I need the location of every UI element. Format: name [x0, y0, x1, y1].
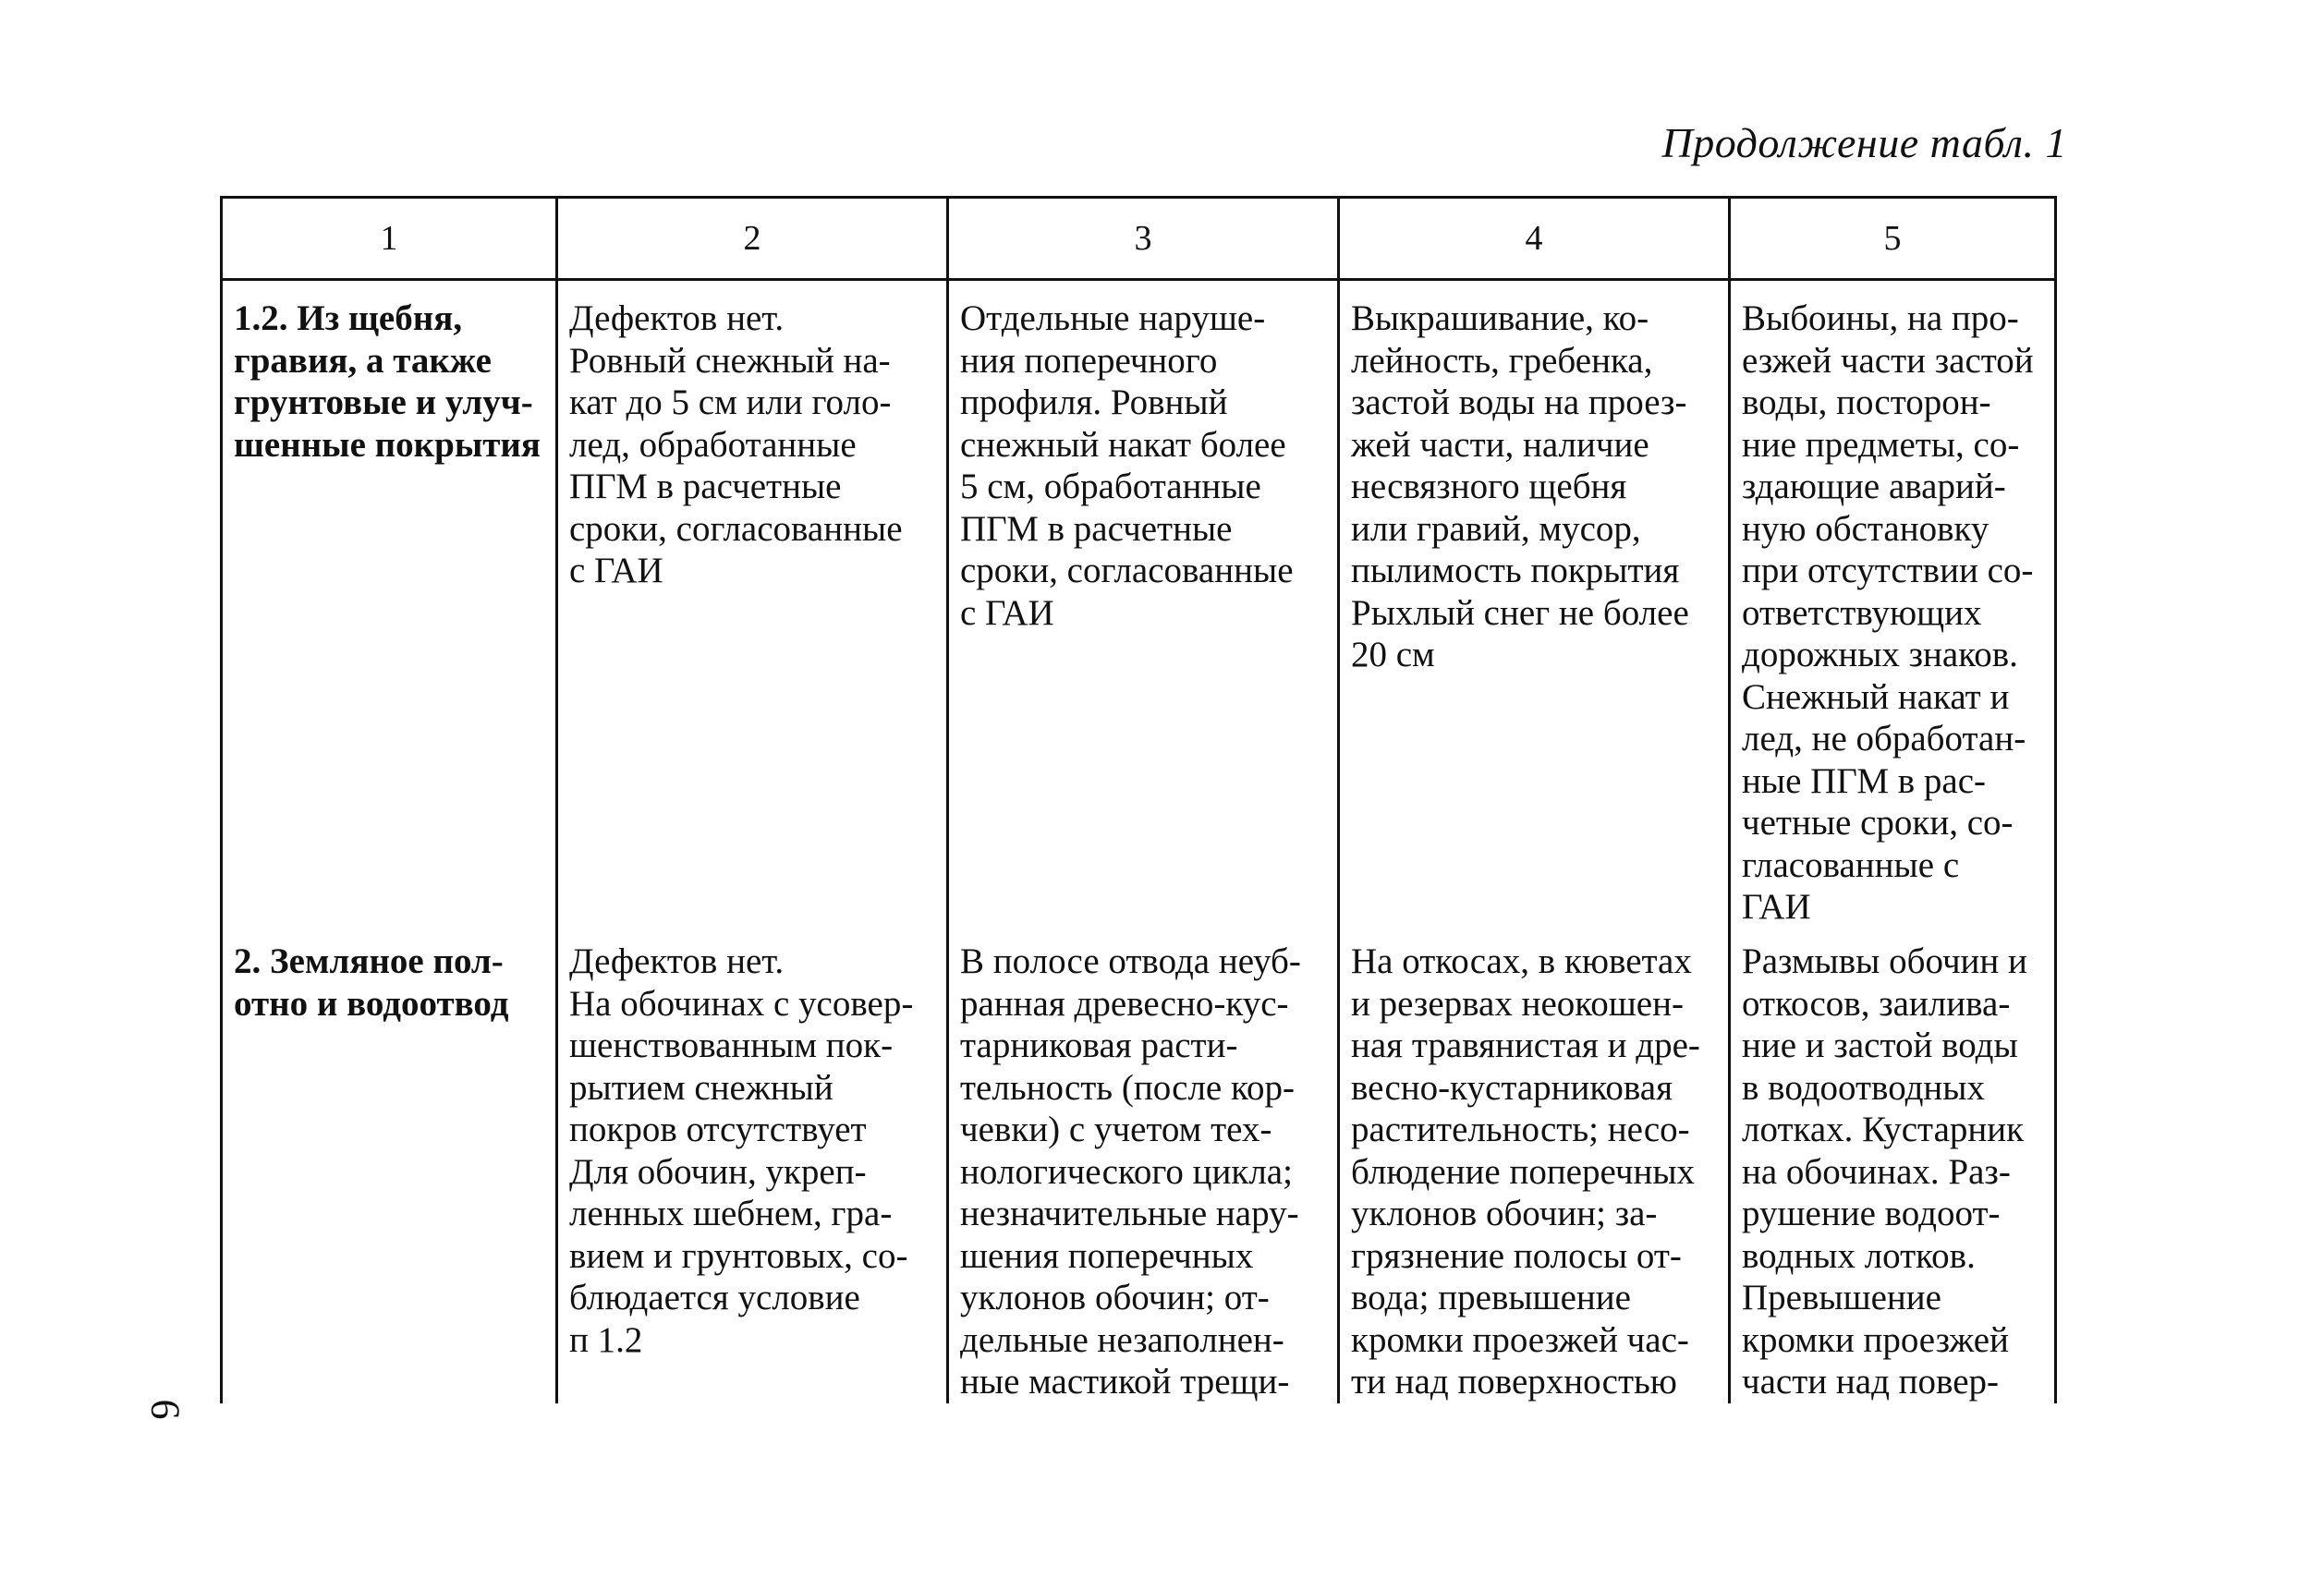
table-cell: Выкрашивание, ко- лейность, гребенка, застой воды на проез- жей части, наличие несвязного щебня или гравий, мусор, пылимость покрытия Рыхлый снег не более 20 см [1339, 280, 1730, 936]
table-cell: Выбоины, на про- езжей части застой воды, посторон- ние предметы, со- здающие аварий- ную обстановку при отсутствии со- ответствующих дорожных знаков. Снежный накат и лед, не обработан- ные ПГМ в рас- четные сроки, со- гласованные с ГАИ [1730, 280, 2056, 936]
column-header-2: 2 [557, 198, 948, 280]
page-number: 6 [142, 1399, 189, 1420]
table-cell-category: 1.2. Из щебня, гравия, а также грунтовые и улуч- шенные покрытия [222, 280, 557, 936]
table-row [222, 935, 2056, 1403]
data-table [220, 196, 2054, 1406]
column-header-1: 1 [222, 198, 557, 280]
table-cell: Размывы обочин и откосов, заилива- ние и застой воды в водоотводных лотках. Кустарник на обочинах. Раз- рушение водоот- водных лотков. Превышение кромки проезжей части над повер- [1730, 935, 2056, 1403]
column-header-5: 5 [1730, 198, 2056, 280]
table-cell: Отдельные наруше- ния поперечного профиля. Ровный снежный накат более 5 см, обработанные ПГМ в расчетные сроки, согласованные с ГАИ [948, 280, 1339, 936]
table-cell: На откосах, в кюветах и резервах неокошен- ная травянистая и дре- весно-кустарниковая растительность; несо- блюдение поперечных уклонов обочин; за- грязнение полосы от- вода; превышение кромки проезжей час- ти над поверхностью [1339, 935, 1730, 1403]
column-header-3: 3 [948, 198, 1339, 280]
table-row [222, 280, 2056, 936]
table-cell: В полосе отвода неуб- ранная древесно-кус- тарниковая расти- тельность (после кор- чевки) с учетом тех- нологического цикла; незначительные нару- шения поперечных уклонов обочин; от- дельные незаполнен- ные мастикой трещи- [948, 935, 1339, 1403]
table-cell: Дефектов нет. Ровный снежный на- кат до 5 см или голо- лед, обработанные ПГМ в расчетные сроки, согласованные с ГАИ [557, 280, 948, 936]
table-continuation-caption: Продолжение табл. 1 [1661, 119, 2067, 166]
column-header-4: 4 [1339, 198, 1730, 280]
table-cell: Дефектов нет. На обочинах с усовер- шенствованным пок- рытием снежный покров отсутствует Для обочин, укреп- ленных шебнем, гра- вием и грунтовых, со- блюдается условие п 1.2 [557, 935, 948, 1403]
table-cell-category: 2. Земляное пол- отно и водоотвод [222, 935, 557, 1403]
header-row [222, 198, 2056, 280]
